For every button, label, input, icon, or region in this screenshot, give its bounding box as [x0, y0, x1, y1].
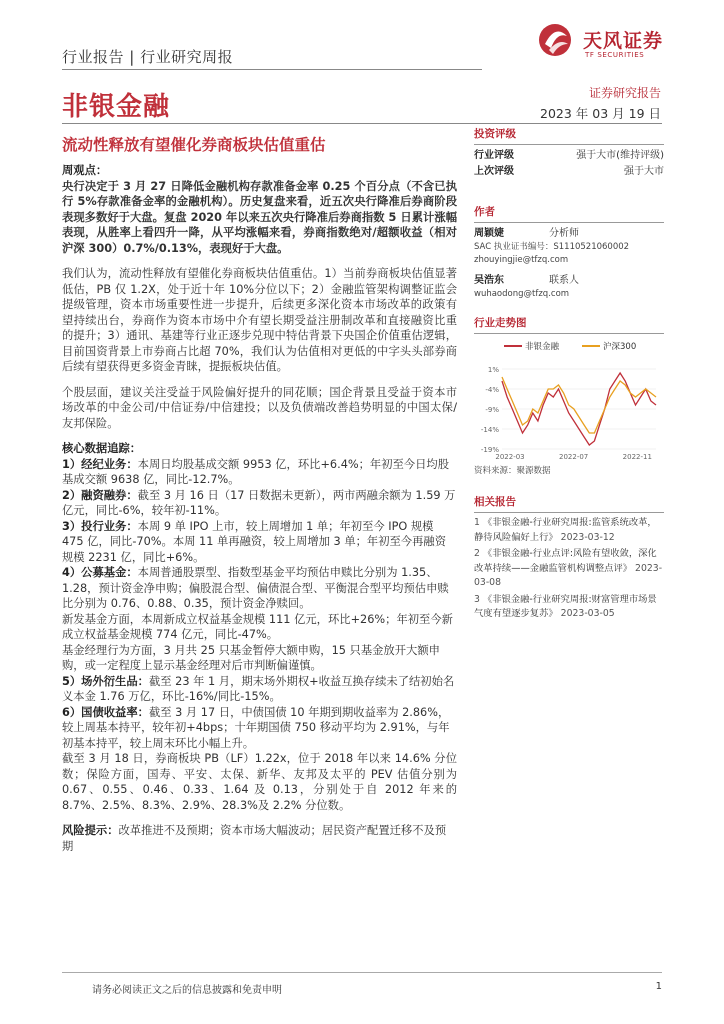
data-item-label: 6）国债收益率： — [62, 705, 149, 719]
header-divider — [62, 69, 482, 70]
legend-label: 沪深300 — [603, 342, 637, 352]
author-name: 周颖婕 — [474, 228, 504, 239]
rating-value: 强于大市 — [624, 166, 664, 177]
data-item-6 — [62, 705, 457, 752]
related-text: 《非银金融-行业研究周报:监管系统改革，静待风险偏好上行》 — [474, 517, 657, 543]
x-tick-label: 2022-03 — [495, 453, 525, 461]
data-item-4 — [62, 565, 457, 612]
sector-title: 非银金融 — [62, 92, 171, 122]
paragraph-2: 我们认为，流动性释放有望催化券商板块估值重估。1）当前券商板块估值显著低估，PB 仅 1.2X，处于近十年 10%分位以下；2）金融监管架构调整证监会提级管理，资本市场重要性进一步提升，后续更多深化资本市场改革的政策有望持续出台，券商作为资本市场中介有望长期受益注册制改革和直接融资比重的提升；3）通讯、基建等行业正逐步兑现中特估背景下央国企价值重估逻辑，目前国资背景上市券商占比超 70%，我们认为估值相对更低的中字头头部券商后续有望获得更多资金青睐，提振板块估值。 — [62, 267, 457, 373]
data-item-label: 3）投行业务： — [62, 519, 138, 533]
data-item-label: 4）公募基金： — [62, 566, 138, 579]
y-tick-label: -9% — [485, 406, 499, 414]
rating-value: 强于大市(维持评级) — [576, 150, 664, 161]
author-1 — [474, 226, 664, 267]
rating-row — [474, 148, 664, 164]
author-heading: 作者 — [474, 202, 664, 223]
related-text: 《非银金融-行业点评:风险有望收敛，深化改革持续——金融监管机构调整点评》 — [474, 548, 657, 574]
chart-heading: 行业走势图 — [474, 313, 664, 334]
risk-text: 改革推进不及预期；资本市场大幅波动；居民资产配置迁移不及预期 — [62, 824, 447, 853]
x-tick-label: 2022-11 — [622, 453, 652, 461]
related-date: 2023-03-08 — [474, 562, 663, 588]
rating-key: 上次评级 — [474, 166, 514, 177]
logo-name: 天风证券 — [583, 30, 664, 52]
author-email[interactable]: wuhaodong@tfzq.com — [474, 289, 570, 299]
data-item-7: 截至 3 月 18 日，券商板块 PB（LF）1.22x，位于 2018 年以来 14.6% 分位数；保险方面，国寿、平安、太保、新华、友邦及太平的 PEV 估值分别为 0.67、0.55、0.46、0.33、1.64 及 0.13，分别处于自 2012 年来的 8.7%、2.5%、8.3%、2.9%、28.3%及 2.2% 分位数。 — [62, 752, 457, 812]
rating-heading: 投资评级 — [474, 124, 664, 145]
series-line — [502, 377, 656, 433]
page-number: 1 — [655, 981, 662, 992]
data-item-label: 5）场外衍生品： — [62, 674, 149, 688]
chart-source: 资料来源：聚源数据 — [474, 466, 551, 476]
data-item-4c: 基金经理行为方面，3 月共 25 只基金暂停大额申购，15 只基金放开大额申购，或一定程度上显示基金经理对后市判断偏谨慎。 — [62, 643, 440, 672]
related-list — [474, 516, 664, 622]
rating-row — [474, 164, 664, 180]
data-item-text: 本周日均股基成交额 9953 亿，环比+6.4%；年初至今日均股基成交额 9638 亿，同比-12.7%。 — [62, 457, 449, 486]
footer-disclaimer: 请务必阅读正文之后的信息披露和免责申明 — [92, 985, 282, 996]
risk-note — [62, 823, 457, 854]
data-item-label: 2）融资融券： — [62, 488, 138, 502]
data-item-text: 截至 3 月 16 日（17 日数据未更新），两市两融余额为 1.59 万亿元，同比-6%，较年初-11%。 — [62, 488, 456, 517]
report-title: 流动性释放有望催化券商板块估值重估 — [62, 136, 326, 154]
author-cert: SAC 执业证书编号：S1110521060002 — [474, 242, 630, 252]
data-item-text: 本周 9 单 IPO 上市，较上周增加 1 单；年初至今 IPO 规模 475 亿，同比-70%。本周 11 单再融资，较上周增加 3 单；年初至今再融资规模 2231 亿，同比+6%。 — [62, 519, 446, 564]
author-name: 吴浩东 — [474, 275, 504, 286]
paragraph-1: 央行决定于 3 月 27 日降低金融机构存款准备金率 0.25 个百分点（不含已执行 5%存款准备金率的金融机构）。历史复盘来看，近五次央行降准后券商阶段表现多数好于大盘。复盘 2020 年以来五次央行降准后券商指数 5 日累计涨幅表现，从胜率上看四升一降，从平均涨幅来看，券商指数绝对/超额收益（相对沪深 300）0.7%/0.13%，表现好于大盘。 — [62, 179, 457, 255]
footer-divider — [62, 972, 662, 973]
data-item-label: 1）经纪业务： — [62, 457, 138, 471]
data-item-3 — [62, 519, 457, 566]
related-item[interactable] — [474, 516, 664, 545]
trend-chart — [474, 337, 664, 462]
data-item-text: 截至 23 年 1 月，期末场外期权+收益互换存续未了结初始名义本金 1.76 万亿，环比-16%/同比-15%。 — [62, 674, 455, 703]
main-content — [62, 163, 457, 854]
related-text: 《非银金融-行业研究周报:财富管理市场景气度有望逐步复苏》 — [474, 593, 657, 619]
data-item-4b: 新发基金方面，本周新成立权益基金规模 111 亿元，环比+26%；年初至今新成立权益基金规模 774 亿元，同比-47%。 — [62, 612, 453, 641]
y-tick-label: -19% — [480, 446, 499, 454]
legend-label: 非银金融 — [525, 342, 560, 352]
logo-english: TF SECURITIES — [585, 51, 645, 59]
data-item-1 — [62, 457, 457, 488]
report-type: 行业报告 | 行业研究周报 — [62, 48, 234, 66]
author-role: 分析师 — [549, 228, 579, 239]
y-tick-label: -14% — [480, 426, 499, 434]
report-date: 2023 年 03 月 19 日 — [540, 106, 661, 121]
sidebar — [474, 124, 664, 622]
author-email[interactable]: zhouyingjie@tfzq.com — [474, 255, 569, 265]
paragraph-3: 个股层面，建议关注受益于风险偏好提升的同花顺；国企背景且受益于资本市场改革的中金公司/中信证券/中信建投；以及负债端改善趋势明显的中国太保/友邦保险。 — [62, 385, 457, 430]
related-date: 2023-03-12 — [560, 531, 615, 543]
report-kind: 证券研究报告 — [588, 86, 661, 100]
related-num: 1 — [474, 517, 480, 528]
data-heading: 核心数据追踪： — [62, 442, 142, 455]
data-item-2 — [62, 488, 457, 519]
related-num: 2 — [474, 548, 480, 559]
y-tick-label: 1% — [487, 366, 499, 374]
related-item[interactable] — [474, 547, 664, 591]
rating-key: 行业评级 — [474, 150, 514, 161]
related-item[interactable] — [474, 593, 664, 622]
views-heading: 周观点： — [62, 164, 108, 177]
logo-mark-icon — [539, 24, 571, 56]
y-tick-label: -4% — [485, 386, 499, 394]
related-date: 2023-03-05 — [560, 608, 615, 619]
data-item-text: 截至 3 月 17 日，中债国债 10 年期到期收益率为 2.86%，较上周基本持平，较年初+4bps；十年期国债 750 移动平均为 2.91%，与年初基本持平，较上周末环比小幅上升。 — [62, 705, 450, 750]
author-2 — [474, 273, 664, 301]
related-heading: 相关报告 — [474, 492, 664, 513]
x-tick-label: 2022-07 — [559, 453, 589, 461]
data-item-text: 本周普通股票型、指数型基金平均预估申赎比分别为 1.35、1.28，预计资金净申购；偏股混合型、偏债混合型、平衡混合型平均预估申赎比分别为 0.76、0.88、0.35，预计资金净赎回。 — [62, 566, 449, 610]
author-role: 联系人 — [549, 275, 579, 286]
data-item-5 — [62, 674, 457, 705]
risk-label: 风险提示： — [62, 824, 119, 837]
related-num: 3 — [474, 593, 480, 605]
